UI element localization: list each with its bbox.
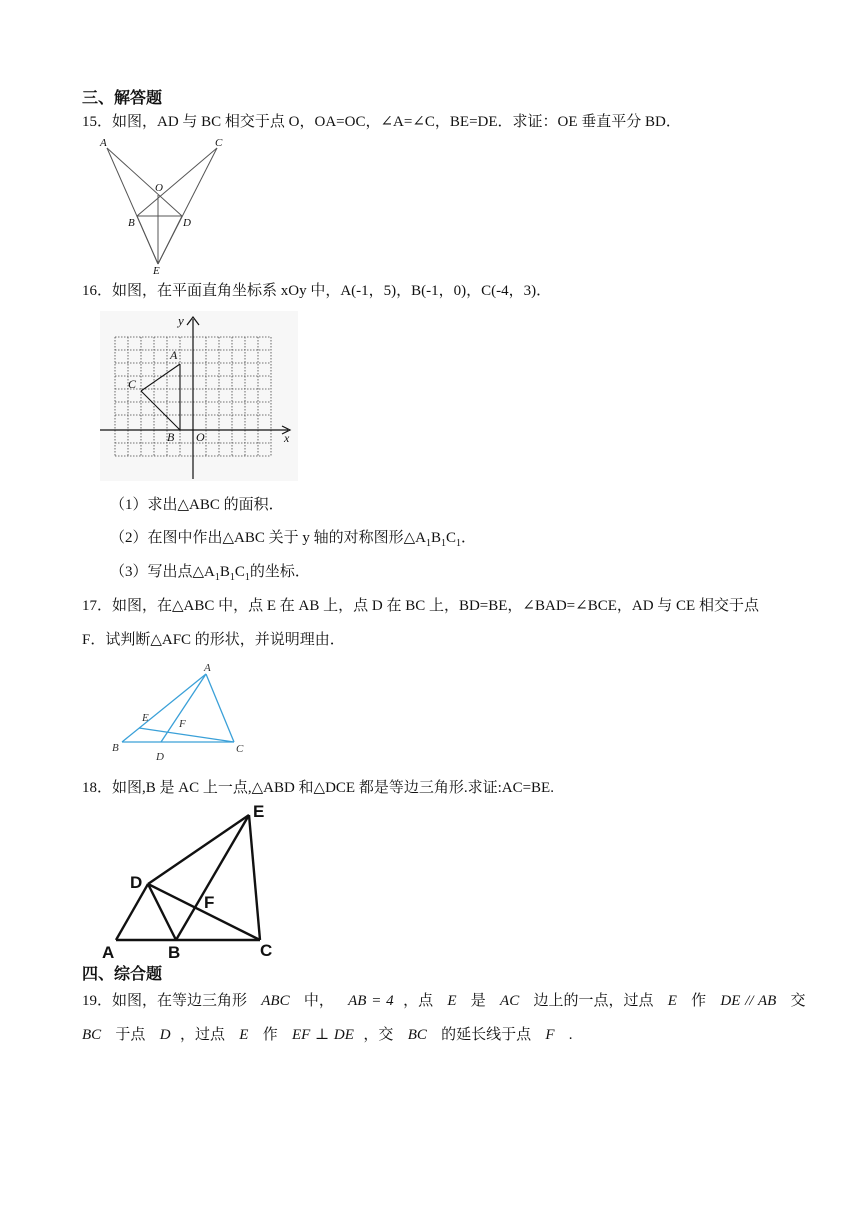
q15-label-A: A [100,137,107,149]
q16-label-B: B [167,430,175,444]
q16-coordinate-figure [100,311,298,481]
q15-label-D: D [183,217,191,229]
q15-label-E: E [153,265,160,276]
q16-label-y: y [178,313,184,328]
question-19-line-2: BC 于点 D ，过点 E 作 EF ⊥ DE ，交 BC 的延长线于点 F . [82,1027,573,1043]
q18-label-A: A [102,943,115,960]
section-heading-comprehensive: 四、综合题 [82,964,163,983]
question-15-text: 15．如图，AD 与 BC 相交于点 O，OA=OC，∠A=∠C，BE=DE．求证：OE 垂直平分 BD． [82,114,681,130]
q17-label-F: F [179,718,186,730]
q18-label-E: E [253,802,265,821]
question-18-text: 18．如图,B 是 AC 上一点,△ABD 和△DCE 都是等边三角形.求证:AC=BE. [82,780,554,796]
q17-label-C: C [236,743,244,755]
q18-label-B: B [168,943,181,960]
q17-label-B: B [112,742,119,754]
q15-label-C: C [215,137,223,149]
q15-label-B: B [128,217,135,229]
q16-label-A: A [170,348,178,362]
question-16-part-1: （1）求出△ABC 的面积． [110,497,284,513]
q18-label-C: C [260,941,273,960]
q17-label-A: A [204,662,211,674]
question-16-part-3: （3）写出点$\triangle A_1B_1C_1$的坐标． [110,564,310,583]
q15-label-O: O [155,182,163,194]
q16-label-x: x [284,431,290,445]
question-16-text: 16．如图，在平面直角坐标系 xOy 中，A(-1，5)，B(-1，0)，C(-4，3)． [82,283,552,299]
q18-label-F: F [204,893,215,912]
q18-label-D: D [130,873,143,892]
q17-figure [108,660,254,766]
section-heading-answer: 三、解答题 [82,88,163,107]
q17-label-D: D [156,751,164,763]
question-17-line-1: 17．如图，在△ABC 中，点 E 在 AB 上，点 D 在 BC 上，BD=BE，∠BAD=∠BCE，AD 与 CE 相交于点 [82,598,759,614]
question-17-line-2: F．试判断△AFC 的形状，并说明理由． [82,632,345,648]
q17-label-E: E [142,712,149,724]
q15-figure [95,136,235,276]
q16-label-C: C [128,377,137,391]
q18-figure [96,800,286,960]
question-16-part-2: （2）在图中作出△ABC 关于 y 轴的对称图形$\triangle A_1B_1C_1$． [110,530,477,549]
question-19-line-1: 19．如图，在等边三角形 ABC 中， AB = 4 ，点 E 是 AC 边上的一点，过点 E 作 DE // AB 交 [82,993,806,1009]
q16-label-O: O [196,430,205,444]
